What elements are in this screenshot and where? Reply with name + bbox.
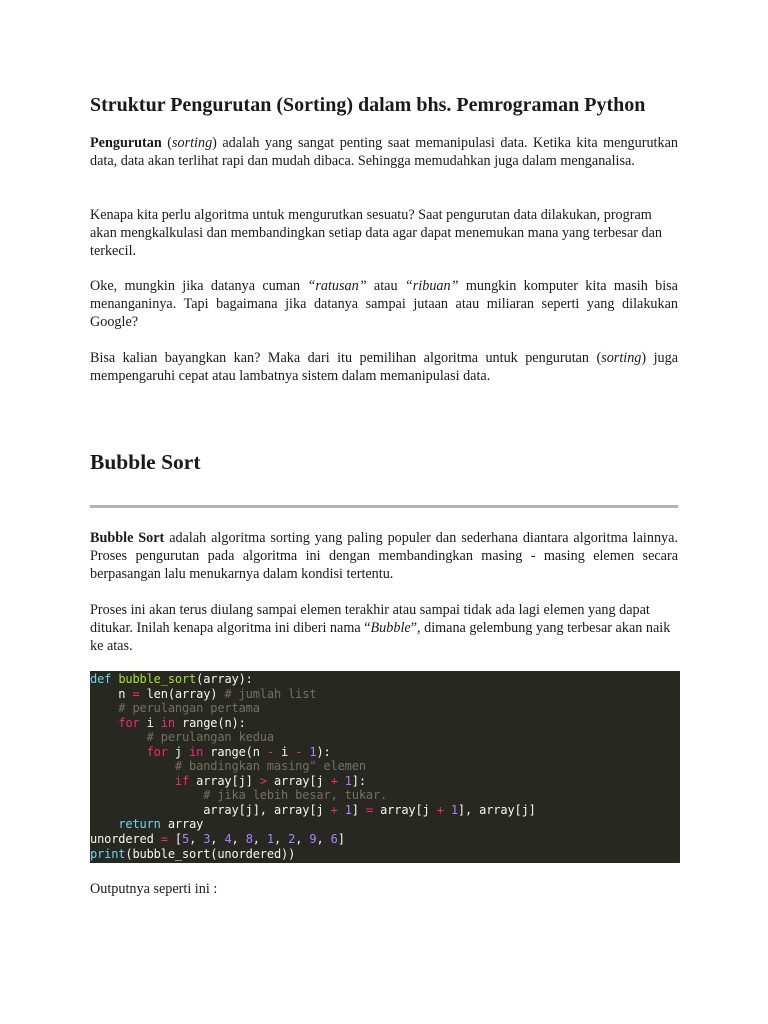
code-line: return array xyxy=(118,817,204,832)
bubble-paragraph-1: Bubble Sort adalah algoritma sorting yang paling populer dan sederhana diantara algoritma lainnya. Proses pengurutan pada algoritma ini dengan membandingkan masing - masing elemen secara berpasangan lalu menukarnya dalam kondisi tertentu. xyxy=(90,530,678,583)
page-title: Struktur Pengurutan (Sorting) dalam bhs. Pemrograman Python xyxy=(90,94,646,116)
intro-paragraph-3: Oke, mungkin jika datanya cuman “ratusan” atau “ribuan” mungkin komputer kita masih bisa menanganinya. Tapi bagaimana jika datanya sampai jutaan atau miliaran seperti yang dilakukan Google? xyxy=(90,278,678,331)
section-divider xyxy=(90,505,678,508)
intro-paragraph-2: Kenapa kita perlu algoritma untuk mengurutkan sesuatu? Saat pengurutan data dilakukan, program akan mengkalkulasi dan membandingkan setiap data agar dapat menemukan mana yang terbesar dan terkecil. xyxy=(90,207,663,260)
term-pengurutan: Pengurutan xyxy=(90,135,162,151)
intro-paragraph-1: Pengurutan (sorting) adalah yang sangat penting saat memanipulasi data. Ketika kita mengurutkan data, data akan terlihat rapi dan mudah dibaca. Sehingga memudahkan juga dalam menganalisa. xyxy=(90,135,678,170)
term-sorting: sorting xyxy=(171,135,213,151)
code-line: n = len(array) # jumlah list xyxy=(90,686,317,701)
bubble-paragraph-2: Proses ini akan terus diulang sampai elemen terakhir atau sampai tidak ada lagi elemen yang dapat ditukar. Inilah kenapa algoritma ini diberi nama “Bubble”, dimana gelembung yang terbesar akan naik ke atas. xyxy=(90,602,671,655)
code-line: # perulangan pertama xyxy=(90,701,260,716)
code-line: for j in range(n - i - 1): xyxy=(146,744,331,759)
intro-paragraph-4: Bisa kalian bayangkan kan? Maka dari itu pemilihan algoritma untuk pengurutan (sorting) juga mempengaruhi cepat atau lambatnya sistem dalam memanipulasi data. xyxy=(90,350,678,385)
code-line: for i in range(n): xyxy=(118,715,246,730)
code-line: # perulangan kedua xyxy=(90,730,274,745)
code-block[interactable] xyxy=(90,671,680,863)
code-line: print(bubble_sort(unordered)) xyxy=(90,846,296,861)
term-bubble-sort: Bubble Sort xyxy=(90,530,165,546)
code-line: unordered = [5, 3, 4, 8, 1, 2, 9, 6] xyxy=(90,832,345,847)
section-heading-bubble-sort: Bubble Sort xyxy=(90,450,201,474)
code-line: def bubble_sort(array): xyxy=(90,672,253,686)
code-line: # jika lebih besar, tukar. xyxy=(90,788,388,803)
code-line: array[j], array[j + 1] = array[j + 1], array[j] xyxy=(90,802,536,817)
code-line: # bandingkan masing" elemen xyxy=(90,759,366,774)
output-label: Outputnya seperti ini : xyxy=(90,881,218,897)
code-line: if array[j] > array[j + 1]: xyxy=(174,773,366,788)
